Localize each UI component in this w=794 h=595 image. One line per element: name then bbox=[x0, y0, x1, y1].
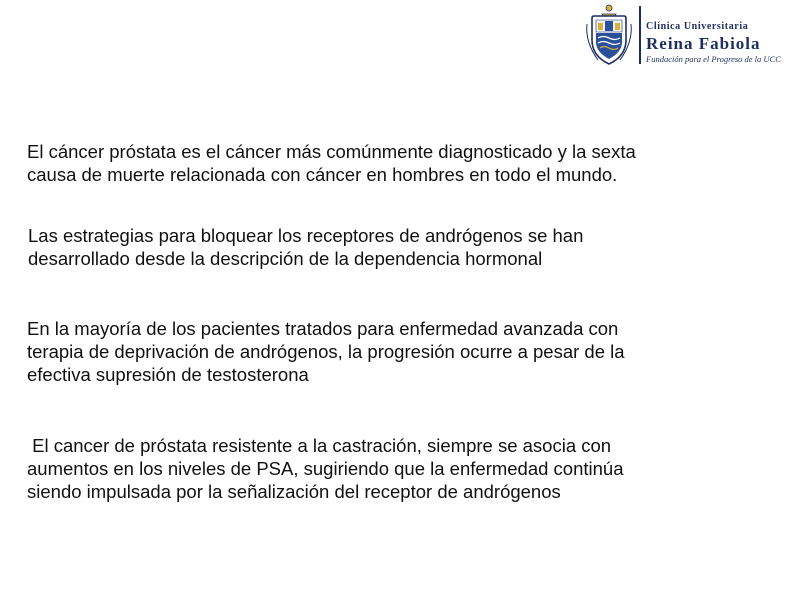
logo-divider bbox=[639, 6, 641, 64]
paragraph-line: En la mayoría de los pacientes tratados para enfermedad avanzada con bbox=[27, 318, 619, 339]
paragraph-line: Las estrategias para bloquear los receptores de andrógenos se han bbox=[28, 225, 584, 246]
crest-icon bbox=[584, 2, 634, 68]
logo-title: Reina Fabiola bbox=[646, 34, 761, 53]
paragraph-line: El cáncer próstata es el cáncer más comúnmente diagnosticado y la sexta bbox=[27, 141, 636, 162]
paragraph-line: causa de muerte relacionada con cáncer en hombres en todo el mundo. bbox=[27, 164, 618, 185]
paragraph-line: El cancer de próstata resistente a la castración, siempre se asocia con bbox=[27, 435, 612, 456]
paragraph-line: desarrollado desde la descripción de la dependencia hormonal bbox=[28, 248, 543, 269]
paragraph-line: siendo impulsada por la señalización del receptor de andrógenos bbox=[27, 481, 561, 502]
logo-subtitle: Clínica Universitaria bbox=[646, 21, 749, 32]
clinic-logo bbox=[584, 2, 790, 68]
paragraph-1 bbox=[27, 140, 636, 186]
paragraph-2 bbox=[28, 224, 583, 270]
paragraph-line: terapia de deprivación de andrógenos, la progresión ocurre a pesar de la bbox=[27, 341, 625, 362]
paragraph-4 bbox=[27, 434, 624, 503]
paragraph-line: aumentos en los niveles de PSA, sugiriendo que la enfermedad continúa bbox=[27, 458, 624, 479]
paragraph-line: efectiva supresión de testosterona bbox=[27, 364, 309, 385]
logo-tagline: Fundación para el Progreso de la UCC bbox=[646, 54, 781, 64]
paragraph-3 bbox=[27, 317, 625, 386]
